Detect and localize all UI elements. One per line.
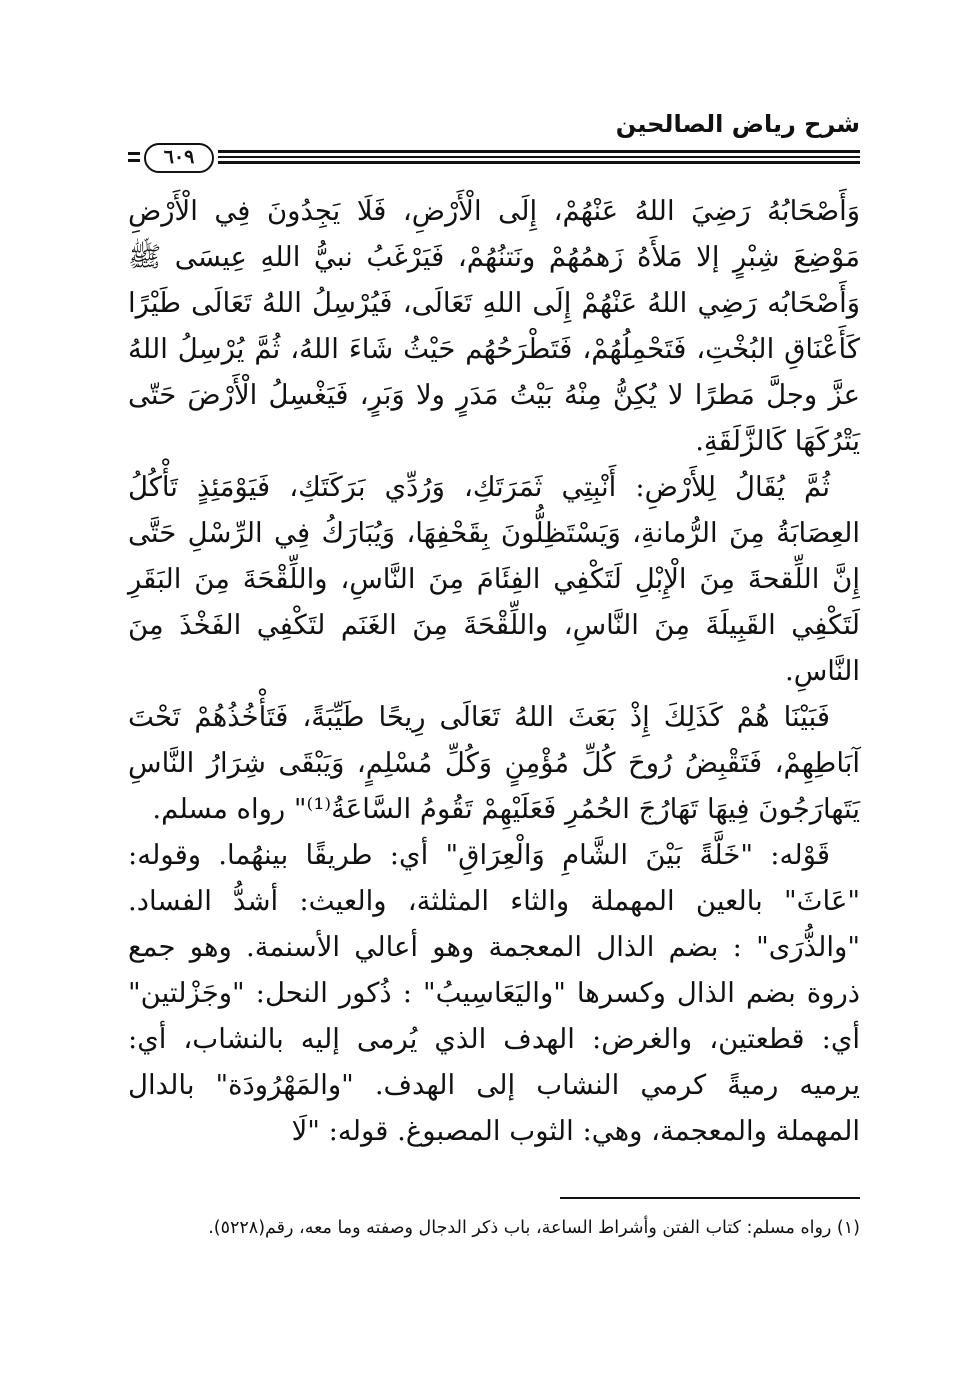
footnote: (١) رواه مسلم: كتاب الفتن وأشراط الساعة، باب ذكر الدجال وصفته وما معه، رقم(٥٢٢٨). [208, 1218, 860, 1238]
paragraph-1: وَأَصْحَابُهُ رَضِيَ اللهُ عَنْهُمْ، إِلَى الْأَرْضِ، فَلَا يَجِدُونَ فِي الْأَرْضِ مَوْضِعَ شِبْرٍ إلا مَلأَهُ زَهمُهُمْ ونَتنُهُمْ، فَيَرْغَبُ نبيُّ اللهِ عِيسَى ﷺ وَأَصْحَابُه رَضِي اللهُ عَنْهُمْ إِلَى اللهِ تَعَالَى، فَيُرْسِلُ اللهُ تَعَالَى طَيْرًا كَأَعْنَاقِ البُخْتِ، فَتَحْمِلُهُمْ، فَتَطْرَحُهُم حَيْثُ شَاءَ اللهُ، ثُمَّ يُرْسِلُ اللهُ عزَّ وجلَّ مَطرًا لا يُكِنُّ مِنْهُ بَيْتُ مَدَرٍ ولا وَبَرٍ، فَيَغْسِلُ الْأَرْضَ حَتّى يَتْرُكَهَا كَالزَّلَقَةِ. [128, 195, 860, 457]
main-text [128, 188, 860, 1154]
header-divider [218, 150, 860, 166]
paragraph-2: ثُمَّ يُقَالُ لِلأَرْضِ: أَنْبِتِي ثَمَرَتَكِ، وَرُدِّي بَرَكَتَكِ، فَيَوْمَئِذٍ تَأْكُلُ العِصَابَةُ مِنَ الرُّمانةِ، وَيَسْتَظِلُّونَ بِقَحْفِهَا، وَيُبَارَكُ فِي الرِّسْلِ حَتَّى إِنَّ اللِّقحةَ مِنَ الْإِبْلِ لَتَكْفِي الفِئَامَ مِنَ النَّاسِ، واللِّقْحَةَ مِنَ البَقَرِ لَتَكْفِي القَبِيلَةَ مِنَ النَّاسِ، واللِّقْحَةَ مِنَ الغَنَم لتَكْفِي الفَخْذَ مِنَ النَّاسِ. [128, 471, 860, 687]
page-number: ٦٠٩ [144, 143, 214, 173]
commentary-paragraph: قَوْله: "خَلَّةً بَيْنَ الشَّامِ وَالْعِرَاقِ" أي: طريقًا بينهُما. وقوله: "عَاثَ" بالعين المهملة والثاء المثلثة، والعيث: أشدُّ الفساد. "والذُّرَى" : بضم الذال المعجمة وهو أعالي الأسنمة. وهو جمع ذروة بضم الذال وكسرها "واليَعَاسِيبُ" : ذُكور النحل: "وجَزْلتين" أي: قطعتين، والغرض: الهدف الذي يُرمى إليه بالنشاب، أي: يرميه رميةً كرمي النشاب إلى الهدف. "والمَهْرُودَة" بالدال المهملة والمعجمة، وهي: الثوب المصبوغ. قوله: "لَا [128, 839, 860, 1147]
running-title: شرح رياض الصالحين [615, 110, 860, 138]
footnote-divider [560, 1197, 860, 1199]
header-rule [128, 143, 860, 173]
paragraph-3: فَبَيْنَا هُمْ كَذَلِكَ إِذْ بَعَثَ اللهُ تَعَالَى رِيحًا طَيِّبَةً، فَتَأْخُذُهُمْ تَحْتَ آبَاطِهِمْ، فَتَقْبِضُ رُوحَ كُلِّ مُؤْمِنٍ وَكُلِّ مُسْلِمٍ، وَيَبْقَى شِرَارُ النَّاسِ يَتَهارَجُونَ فِيهَا تَهَارُجَ الحُمُرِ فَعَلَيْهِمْ تَقُومُ السَّاعَةُ⁽¹⁾" رواه مسلم. [128, 701, 860, 825]
rule-stub [128, 152, 140, 162]
